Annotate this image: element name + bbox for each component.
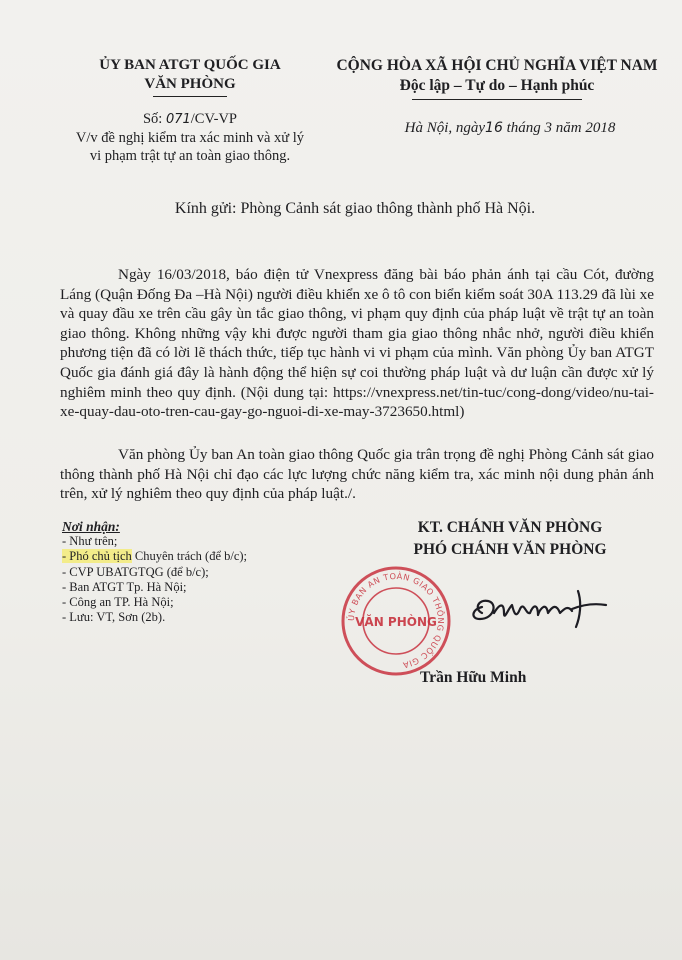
agency-header [60, 56, 320, 97]
subject-line-2: vi phạm trật tự an toàn giao thông. [89, 148, 291, 164]
document-number: Số: 071/CV-VP [142, 111, 237, 127]
agency-underline [153, 96, 227, 97]
national-motto: Độc lập – Tự do – Hạnh phúc [399, 77, 595, 94]
recipient-item: - Công an TP. Hà Nội; [62, 595, 174, 610]
body-paragraph-1: Ngày 16/03/2018, báo điện tử Vnexpress đăng bài báo phản ánh tại cầu Cót, đường Láng (Quận Đống Đa –Hà Nội) người điều khiển xe ô tô con biển kiểm soát 30A 113.29 đã lùi xe và quay đầu xe trên cầu gây ùn tắc giao thông, vi phạm quy định của pháp luật về trật tự an toàn giao thông. Không những vậy khi được người tham gia giao thông nhắc nhở, người điều khiển phương tiện đã có lời lẽ thách thức, tiếp tục hành vi vi phạm của mình. Văn phòng Ủy ban ATGT Quốc gia đánh giá đây là hành động thể hiện sự coi thường pháp luật và dư luận cần được xử lý nghiêm minh theo quy định. (Nội dung tại: https://vnexpress.net/tin-tuc/cong-dong/video/nu-tai-xe-quay-dau-oto-tren-cau-gay-go-nguoi-di-xe-may-3723650.html) [60, 266, 654, 421]
nation-title: CỘNG HÒA XÃ HỘI CHỦ NGHĨA VIỆT NAM [336, 57, 658, 74]
handwritten-signature [460, 583, 630, 638]
subject-line-1: V/v đề nghị kiểm tra xác minh và xử lý [75, 130, 305, 146]
recipient-item: - Ban ATGT Tp. Hà Nội; [62, 579, 187, 594]
office-name: VĂN PHÒNG [144, 76, 236, 92]
highlighted-recipient: - Phó chủ tịch [62, 549, 132, 564]
handwritten-day: 16 [485, 120, 503, 136]
national-header [322, 56, 672, 100]
handwritten-number: 071 [165, 112, 191, 127]
signature-titles [360, 517, 660, 561]
motto-underline [412, 99, 582, 100]
recipients-block [62, 519, 362, 625]
body-paragraph-2: Văn phòng Ủy ban An toàn giao thông Quốc gia trân trọng đề nghị Phòng Cảnh sát giao thông thành phố Hà Nội chỉ đạo các lực lượng chức năng kiểm tra, xác minh nội dung phản ánh trên, xử lý nghiêm theo quy định của pháp luật./. [60, 446, 654, 503]
date-line: Hà Nội, ngày16 tháng 3 năm 2018 [404, 120, 616, 136]
signer-name: Trần Hữu Minh [420, 669, 527, 686]
signer-title-1: KT. CHÁNH VĂN PHÒNG [417, 519, 603, 536]
document-number-block [60, 110, 320, 165]
stamp-ring-text: ỦY BAN AN TOÀN GIAO THÔNG QUỐC GIA [345, 570, 447, 671]
official-stamp [340, 565, 452, 677]
recipient-item: - Như trên; [62, 534, 118, 549]
recipient-item: - Lưu: VT, Sơn (2b). [62, 610, 166, 625]
recipients-title: Nơi nhận: [62, 519, 120, 534]
recipient-item: - CVP UBATGTQG (để b/c); [62, 564, 209, 579]
stamp-center-text: VĂN PHÒNG [355, 615, 437, 629]
recipient-item: - Phó chủ tịch Chuyên trách (để b/c); [62, 549, 248, 564]
signer-title-2: PHÓ CHÁNH VĂN PHÒNG [413, 541, 607, 558]
greeting: Kính gửi: Phòng Cảnh sát giao thông thành phố Hà Nội. [174, 200, 536, 217]
agency-name: ỦY BAN ATGT QUỐC GIA [99, 57, 281, 73]
